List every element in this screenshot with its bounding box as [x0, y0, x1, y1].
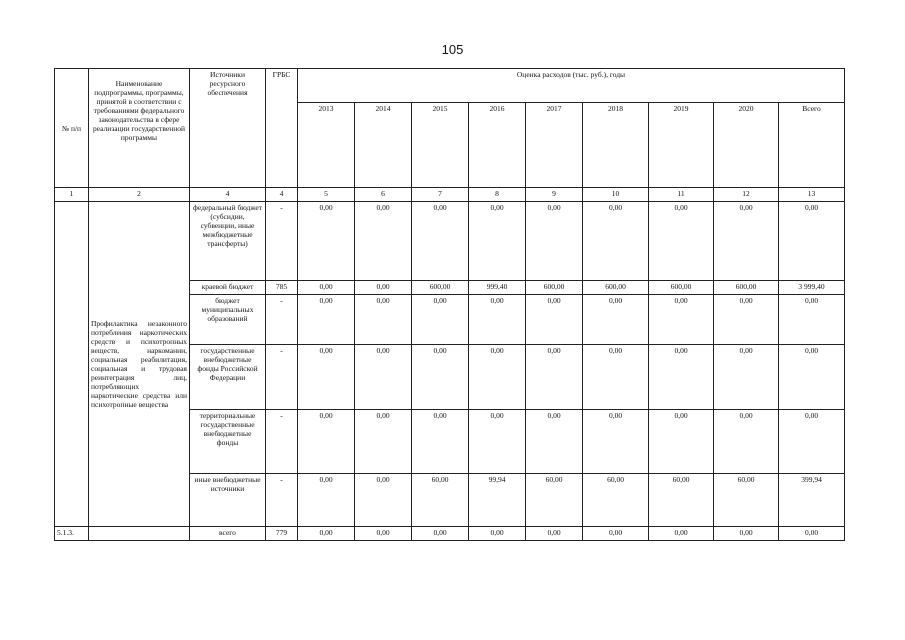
value-cell: 0,00 — [412, 527, 469, 541]
value-cell: 600,00 — [526, 281, 583, 295]
program-name: Профилактика незаконного потребления наркотических средств и психотропных веществ, наркомании, социальная реабилитация, социальная и трудовая реинтеграция лиц, потребляющих наркотические средства или психотропные вещества — [89, 202, 190, 527]
value-cell: 0,00 — [469, 527, 526, 541]
value-cell: 0,00 — [649, 202, 714, 281]
value-cell: 0,00 — [583, 345, 649, 410]
year-header: 2014 — [355, 103, 412, 188]
value-cell: 60,00 — [649, 474, 714, 527]
year-header: 2017 — [526, 103, 583, 188]
expense-table — [54, 68, 845, 541]
column-number: 8 — [469, 188, 526, 202]
value-cell: 0,00 — [526, 202, 583, 281]
column-number: 13 — [779, 188, 845, 202]
value-cell: 0,00 — [526, 527, 583, 541]
value-cell: 0,00 — [469, 295, 526, 345]
year-header: 2015 — [412, 103, 469, 188]
grbs-cell: - — [266, 474, 298, 527]
header-col-grbs: ГРБС — [266, 69, 298, 188]
value-cell: 0,00 — [469, 202, 526, 281]
column-number: 6 — [355, 188, 412, 202]
header-col-estimate: Оценка расходов (тыс. руб.), годы — [298, 69, 845, 103]
source-cell: иные внебюджетные источники — [190, 474, 266, 527]
column-numbers-row — [55, 188, 845, 202]
value-cell: 0,00 — [526, 345, 583, 410]
value-cell: 0,00 — [298, 527, 355, 541]
value-cell: 60,00 — [412, 474, 469, 527]
row-number: 5.1.3. — [55, 527, 89, 541]
value-cell: 0,00 — [412, 202, 469, 281]
table-row — [55, 527, 845, 541]
value-cell: 0,00 — [583, 527, 649, 541]
column-number: 11 — [649, 188, 714, 202]
column-number: 2 — [89, 188, 190, 202]
column-number: 1 — [55, 188, 89, 202]
total-cell: 0,00 — [779, 295, 845, 345]
value-cell: 999,40 — [469, 281, 526, 295]
grbs-cell: - — [266, 345, 298, 410]
source-cell: краевой бюджет — [190, 281, 266, 295]
grbs-cell: 785 — [266, 281, 298, 295]
header-col-num: № п/п — [55, 69, 89, 188]
grbs-cell: - — [266, 202, 298, 281]
value-cell: 0,00 — [526, 410, 583, 474]
column-number: 9 — [526, 188, 583, 202]
source-cell: бюджет муниципальных образований — [190, 295, 266, 345]
table-row — [55, 202, 845, 281]
column-number: 4 — [190, 188, 266, 202]
column-number: 12 — [714, 188, 779, 202]
page-number: 105 — [441, 42, 464, 57]
value-cell: 99,94 — [469, 474, 526, 527]
value-cell: 0,00 — [355, 345, 412, 410]
value-cell: 60,00 — [583, 474, 649, 527]
source-cell: территориальные государственные внебюджетные фонды — [190, 410, 266, 474]
value-cell: 0,00 — [714, 410, 779, 474]
value-cell: 600,00 — [649, 281, 714, 295]
value-cell: 600,00 — [714, 281, 779, 295]
grbs-cell: - — [266, 295, 298, 345]
column-number: 10 — [583, 188, 649, 202]
value-cell: 0,00 — [298, 281, 355, 295]
value-cell: 0,00 — [355, 202, 412, 281]
value-cell: 600,00 — [412, 281, 469, 295]
value-cell: 0,00 — [649, 295, 714, 345]
value-cell: 0,00 — [583, 295, 649, 345]
total-header: Всего — [779, 103, 845, 188]
value-cell: 0,00 — [714, 202, 779, 281]
total-cell: 0,00 — [779, 345, 845, 410]
value-cell: 0,00 — [469, 410, 526, 474]
value-cell: 0,00 — [298, 474, 355, 527]
source-cell: государственные внебюджетные фонды Российской Федерации — [190, 345, 266, 410]
column-number: 4 — [266, 188, 298, 202]
value-cell: 0,00 — [714, 527, 779, 541]
value-cell: 0,00 — [298, 202, 355, 281]
grbs-cell: 779 — [266, 527, 298, 541]
value-cell: 0,00 — [649, 527, 714, 541]
value-cell: 0,00 — [355, 527, 412, 541]
value-cell: 60,00 — [526, 474, 583, 527]
value-cell: 0,00 — [583, 202, 649, 281]
value-cell: 0,00 — [355, 410, 412, 474]
value-cell: 0,00 — [298, 345, 355, 410]
value-cell: 0,00 — [469, 345, 526, 410]
source-cell: федеральный бюджет (субсидии, субвенции, иные межбюджетные трансферты) — [190, 202, 266, 281]
value-cell: 0,00 — [583, 410, 649, 474]
year-header: 2020 — [714, 103, 779, 188]
column-number: 7 — [412, 188, 469, 202]
value-cell: 0,00 — [412, 410, 469, 474]
value-cell: 0,00 — [355, 281, 412, 295]
value-cell: 0,00 — [649, 345, 714, 410]
year-header: 2013 — [298, 103, 355, 188]
row-number-empty — [55, 202, 89, 527]
total-cell: 399,94 — [779, 474, 845, 527]
value-cell: 0,00 — [298, 295, 355, 345]
value-cell: 60,00 — [714, 474, 779, 527]
header-col-name: Наименование подпрограммы, программы, принятой в соответствии с требованиями федерального законодательства в сфере реализации государственной программы — [89, 69, 190, 188]
grbs-cell: - — [266, 410, 298, 474]
value-cell: 0,00 — [412, 295, 469, 345]
column-number: 5 — [298, 188, 355, 202]
header-col-source: Источники ресурсного обеспечения — [190, 69, 266, 188]
source-cell: всего — [190, 527, 266, 541]
value-cell: 0,00 — [412, 345, 469, 410]
value-cell: 0,00 — [526, 295, 583, 345]
value-cell: 0,00 — [714, 295, 779, 345]
total-cell: 0,00 — [779, 527, 845, 541]
value-cell: 600,00 — [583, 281, 649, 295]
total-cell: 0,00 — [779, 410, 845, 474]
value-cell: 0,00 — [355, 474, 412, 527]
header-row-1 — [55, 69, 845, 103]
value-cell: 0,00 — [714, 345, 779, 410]
value-cell: 0,00 — [649, 410, 714, 474]
total-cell: 0,00 — [779, 202, 845, 281]
value-cell: 0,00 — [298, 410, 355, 474]
value-cell: 0,00 — [355, 295, 412, 345]
year-header: 2018 — [583, 103, 649, 188]
total-cell: 3 999,40 — [779, 281, 845, 295]
program-name-empty — [89, 527, 190, 541]
year-header: 2019 — [649, 103, 714, 188]
year-header: 2016 — [469, 103, 526, 188]
